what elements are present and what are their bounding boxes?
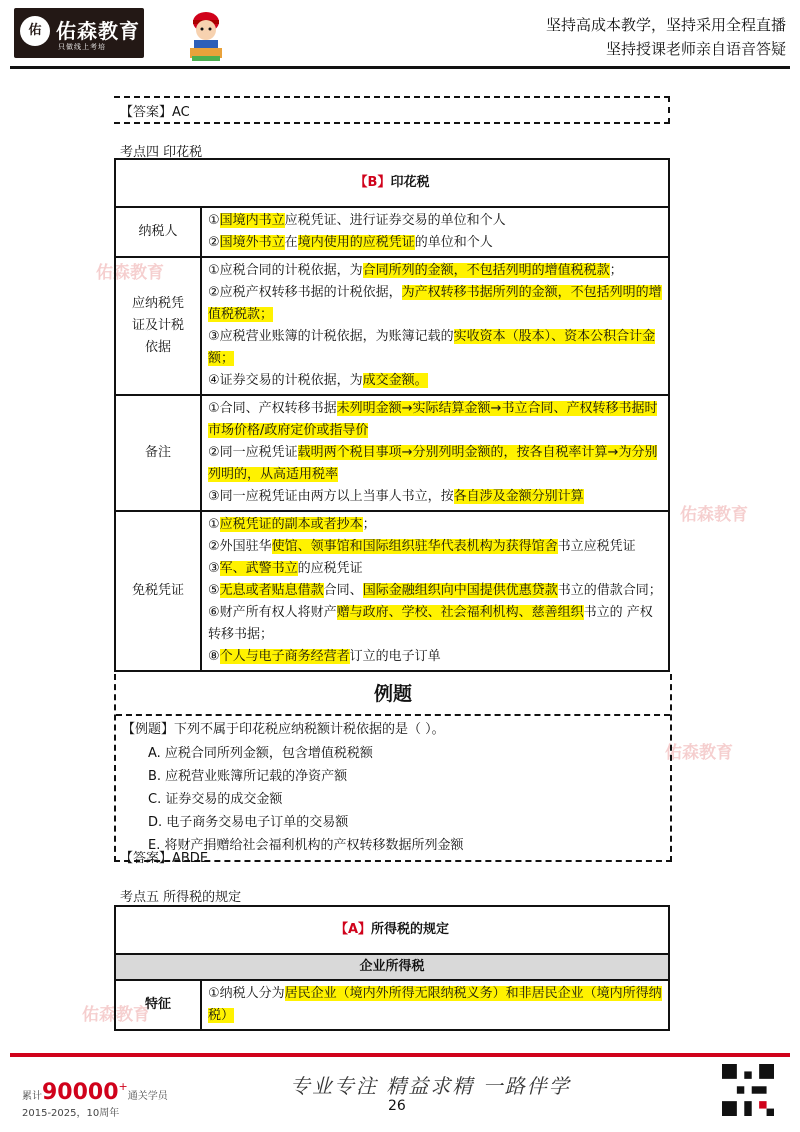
table-subheader-row [115,954,669,980]
example-box [114,674,672,862]
table-row [115,980,669,1030]
row-content-taxpayer: ①国境内书立应税凭证、进行证券交易的单位和个人 ②国境外书立在境内使用的应税凭证的单位和个人 [201,207,669,257]
stamp-duty-table [114,158,670,672]
logo-name: 佑森教育 [56,19,140,43]
table-header-row [115,906,669,954]
header-divider [10,66,790,69]
previous-answer-box [114,96,670,124]
income-tax-table [114,905,670,1031]
row-content-feature: ①纳税人分为居民企业（境内外所得无限纳税义务）和非居民企业（境内所得纳税） [201,980,669,1030]
section-4-title: 考点四 印花税 [120,145,203,160]
income-table-title [115,906,669,954]
row-content-exempt: ①应税凭证的副本或者抄本； ②外国驻华使馆、领事馆和国际组织驻华代表机构为获得馆舍书立应税凭证 ③军、武警书立的应税凭证 ⑤无息或者贴息借款合同、国际金融组织向中国提供优惠贷款书立的借款合同； ⑥财产所有权人将财产赠与政府、学校、社会福利机构、慈善组织书立的 产权转移书据； ⑧个人与电子商务经营者订立的电子订单 [201,511,669,671]
table-row [115,395,669,511]
row-content-notes: ①合同、产权转移书据未列明金额→实际结算金额→书立合同、产权转移书据时市场价格/政府定价或指导价 ②同一应税凭证载明两个税目事项→分别列明金额的，按各自税率计算→为分别列明的，从高适用税率 ③同一应税凭证由两方以上当事人书立，按各自涉及金额分别计算 [201,395,669,511]
example-answer: 【答案】ABDE [120,851,209,866]
table-header-row [115,159,669,207]
example-divider [116,714,670,716]
row-label-exempt: 免税凭证 [115,511,201,671]
income-title-tag: 【A】 [334,922,372,937]
section-5-title: 考点五 所得税的规定 [120,890,242,905]
table-title-text: 印花税 [390,175,430,190]
row-content-basis: ①应税合同的计税依据，为合同所列的金额，不包括列明的增值税税款； ②应税产权转移书据的计税依据，为产权转移书据所列的金额，不包括列明的增值税税款； ③应税营业账簿的计税依据，为账簿记载的实收资本（股本）、资本公积合计金额； ④证券交易的计税依据，为成交金额。 [201,257,669,395]
row-label-notes: 备注 [115,395,201,511]
slogan-line-2: 坚持授课老师亲自语音答疑 [605,40,786,58]
example-heading: 例题 [373,683,412,705]
calligraphy-motto: 专业专注 精益求精 一路伴学 [290,1074,571,1098]
table-row [115,257,669,395]
student-count: 累计90000+通关学员 [22,1080,168,1105]
page-number: 26 [388,1098,406,1114]
watermark: 佑森教育 [96,263,164,283]
table-title-tag: 【B】 [354,175,391,190]
slogan-line-1: 坚持高成本教学，坚持采用全程直播 [545,16,786,34]
row-label-feature: 特征 [115,980,201,1030]
income-subheader: 企业所得税 [115,954,669,980]
table-title [115,159,669,207]
example-question: 【例题】下列不属于印花税应纳税额计税依据的是（ ）。 [122,722,445,737]
option-a: A. 应税合同所列金额，包含增值税税额 [148,746,373,761]
option-b: B. 应税营业账簿所记载的净资产额 [148,769,348,784]
qr-code-icon [722,1064,774,1116]
watermark: 佑森教育 [665,743,733,763]
table-row [115,207,669,257]
watermark: 佑森教育 [680,505,748,525]
logo-seal: 佑 [20,16,50,46]
option-d: D. 电子商务交易电子订单的交易额 [148,815,349,830]
mascot-icon [182,8,230,64]
watermark: 佑森教育 [82,1005,150,1025]
option-e: E. 将财产捐赠给社会福利机构的产权转移数据所列金额 [148,838,464,853]
anniversary-years: 2015-2025，10周年 [22,1108,120,1119]
logo [14,8,144,58]
table-row [115,511,669,671]
logo-subtitle: 只做线上考培 [58,43,106,51]
row-label-basis: 应纳税凭 证及计税 依据 [115,257,201,395]
option-c: C. 证券交易的成交金额 [148,792,283,807]
footer-divider [10,1053,790,1057]
income-title-text: 所得税的规定 [371,922,450,937]
previous-answer: 【答案】AC [120,105,190,120]
row-label-taxpayer: 纳税人 [115,207,201,257]
